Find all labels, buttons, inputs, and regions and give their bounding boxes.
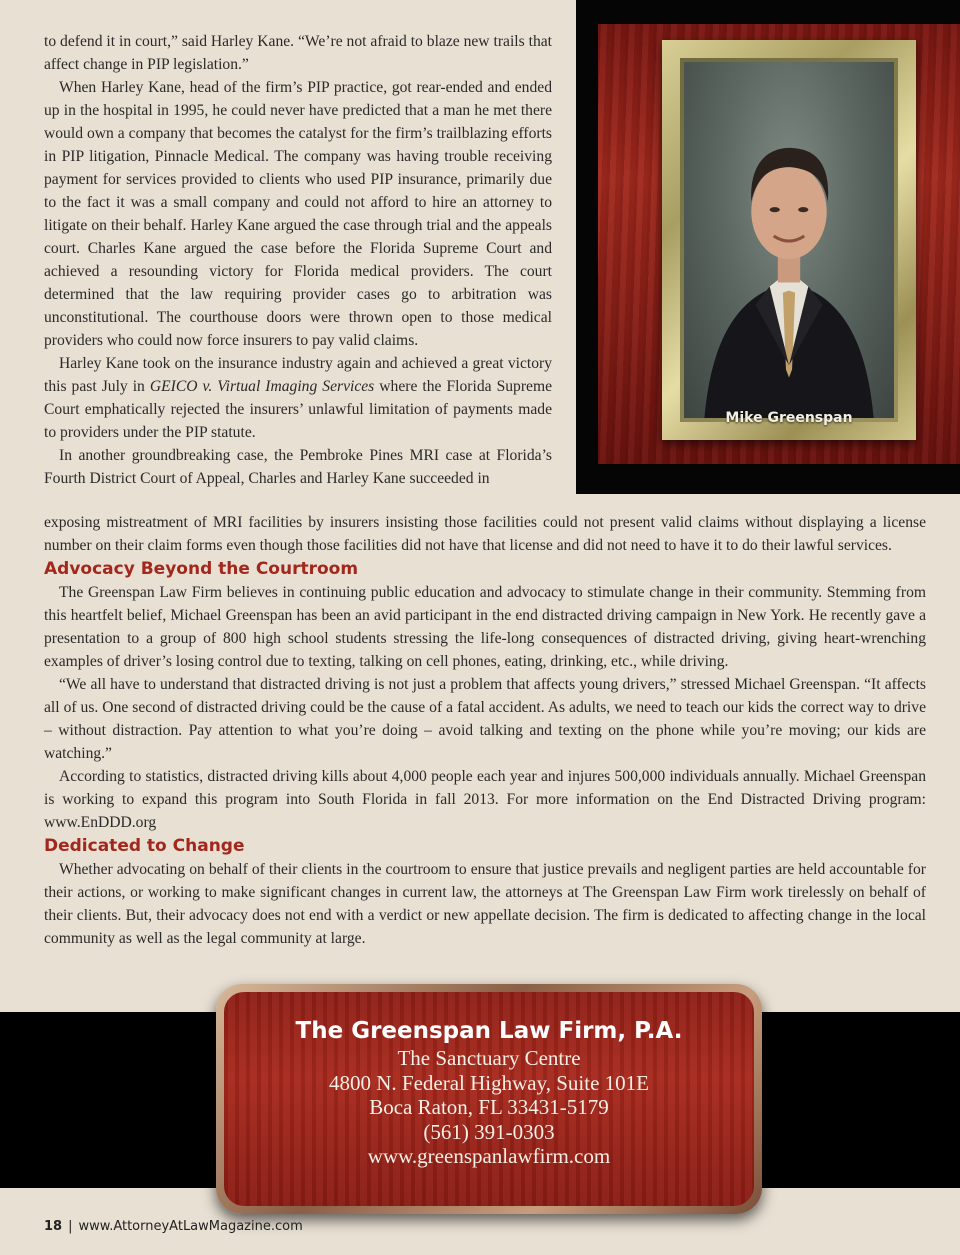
article-column-full xyxy=(44,511,926,950)
case-name: GEICO v. Virtual Imaging Services xyxy=(149,378,375,395)
paragraph-4: In another groundbreaking case, the Pembroke Pines MRI case at Florida’s Fourth District Court of Appeal, Charles and Harley Kane succeeded in xyxy=(44,447,552,487)
portrait-mat xyxy=(680,58,898,422)
heading-advocacy: Advocacy Beyond the Courtroom xyxy=(44,559,359,579)
paragraph-3-after: where the Florida Supreme Court emphatically rejected the insurers’ unlawful limitation of payments made to providers under the PIP statute. xyxy=(44,378,552,441)
paragraph-1: to defend it in court,” said Harley Kane. “We’re not afraid to blaze new trails that affect change in PIP legislation.” xyxy=(44,33,552,73)
paragraph-4-continued: exposing mistreatment of MRI facilities by insurers insisting those facilities could not present valid claims without displaying a license number on their claim forms even though those facilities did not have that license and did not need to have it to do their lawful services. xyxy=(44,514,926,554)
photo-panel xyxy=(576,0,960,494)
wood-background xyxy=(598,24,960,464)
firm-building: The Sanctuary Centre xyxy=(397,1046,581,1070)
advocacy-paragraph-1: The Greenspan Law Firm believes in continuing public education and advocacy to stimulate change in their community. Stemming from this heartfelt belief, Michael Greenspan has been an avid participant in the end distracted driving campaign in New York. He recently gave a presentation to a group of 800 high school students stressing the life-long consequences of distracted driving, giving heart-wrenching examples of driver’s losing control due to texting, talking on cell phones, eating, drinking, etc., while driving. xyxy=(44,584,926,670)
firm-city: Boca Raton, FL 33431-5179 xyxy=(369,1095,609,1119)
firm-street: 4800 N. Federal Highway, Suite 101E xyxy=(328,1070,649,1095)
portrait-photo xyxy=(684,62,894,418)
contact-sign xyxy=(216,984,762,1214)
contact-sign-panel xyxy=(224,992,754,1206)
firm-website: www.greenspanlawfirm.com xyxy=(367,1144,611,1168)
paragraph-3 xyxy=(44,352,552,444)
paragraph-2: When Harley Kane, head of the firm’s PIP practice, got rear-ended and ended up in the hospital in 1995, he could never have predicted that a man he met there would own a company that becomes the catalyst for the firm’s trailblazing efforts in PIP litigation, Pinnacle Medical. The company was having trouble receiving payment for services provided to clients who used PIP insurance, primarily due to the fact it was a small company and could not afford to hire an attorney to litigate on their behalf. Harley Kane argued the case through trial and the appeals court. Charles Kane argued the case before the Florida Supreme Court and achieved a resounding victory for Florida medical providers. The court determined that the law requiring provider cases go to arbitration was unconstitutional. The courthouse doors were thrown open to those medical providers who could now force insurers to pay valid claims. xyxy=(44,79,552,349)
advocacy-paragraph-2: “We all have to understand that distracted driving is not just a problem that affects young drivers,” stressed Michael Greenspan. “It affects all of us. One second of distracted driving could be the cause of a fatal accident. As adults, we need to teach our kids the correct way to drive – without distraction. Pay attention to what you’re doing – avoid talking and texting on the phone while you’re moving; our kids are watching.” xyxy=(44,676,926,762)
heading-change: Dedicated to Change xyxy=(44,836,245,856)
portrait-figure xyxy=(684,62,894,418)
advocacy-paragraph-3: According to statistics, distracted driving kills about 4,000 people each year and injures 500,000 individuals annually. Michael Greenspan is working to expand this program into South Florida in fall 2013. For more information on the End Distracted Driving program: www.EnDDD.org xyxy=(44,768,926,831)
footer-site: www.AttorneyAtLawMagazine.com xyxy=(78,1219,303,1234)
footer-separator: | xyxy=(68,1219,73,1234)
portrait-frame xyxy=(662,40,916,440)
firm-name: The Greenspan Law Firm, P.A. xyxy=(295,1018,683,1044)
portrait-caption: Mike Greenspan xyxy=(725,410,853,426)
page-number: 18 xyxy=(44,1219,63,1234)
paragraph-3-before: Harley Kane took on the insurance industry again and achieved a great victory this past July in xyxy=(44,355,552,395)
change-paragraph-1: Whether advocating on behalf of their clients in the courtroom to ensure that justice prevails and negligent parties are held accountable for their actions, or working to make significant changes in current law, the attorneys at The Greenspan Law Firm work tirelessly on behalf of their clients. But, their advocacy does not end with a verdict or new appellate decision. The firm is dedicated to affecting change in the local community as well as the legal community at large. xyxy=(44,861,926,947)
article-column-upper xyxy=(44,30,552,490)
firm-phone: (561) 391-0303 xyxy=(423,1119,555,1144)
page-footer xyxy=(44,1219,303,1234)
